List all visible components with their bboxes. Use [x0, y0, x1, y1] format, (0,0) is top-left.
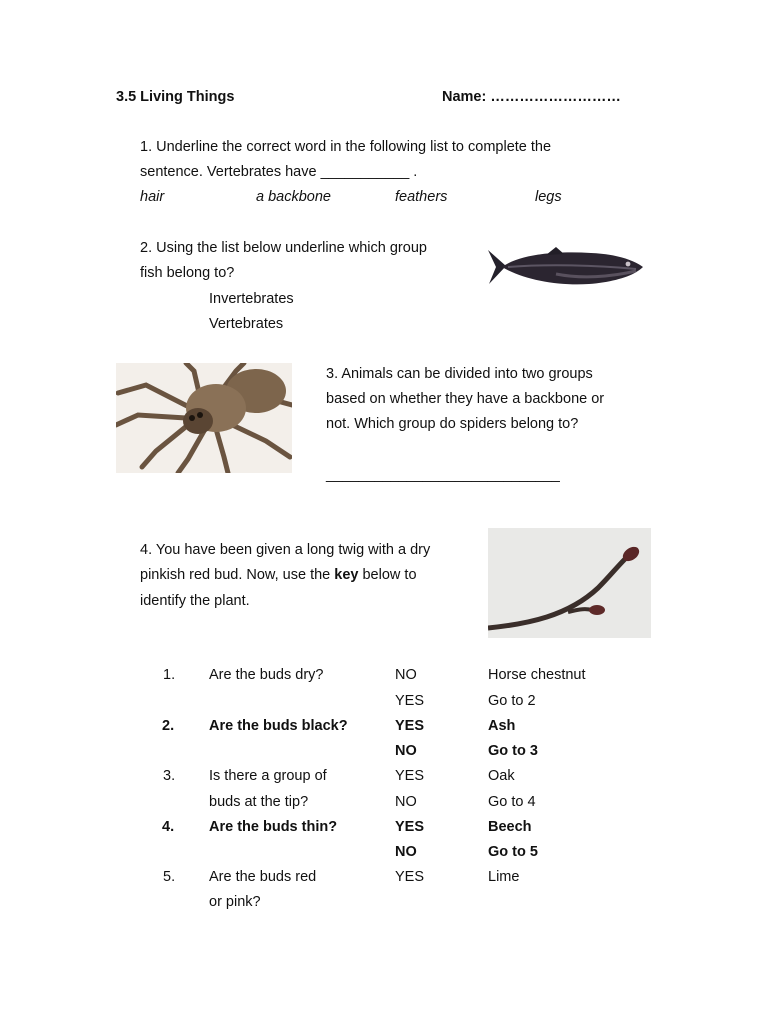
- q2-line1: 2. Using the list below underline which group: [140, 240, 427, 256]
- key-row-1-number: 1.: [163, 667, 176, 683]
- key-row-3-result-a: Oak: [488, 768, 515, 784]
- q4-key-word: key: [334, 567, 359, 583]
- key-row-1-answer-a: NO: [395, 667, 417, 683]
- q4-line2-pre: pinkish red bud. Now, use the: [140, 567, 335, 583]
- key-row-2-result-b: Go to 3: [488, 743, 538, 759]
- key-row-3-result-b: Go to 4: [488, 794, 536, 810]
- q4-line2-post: below to: [358, 567, 417, 583]
- key-row-4-number: 4.: [162, 819, 175, 835]
- q3-line1: 3. Animals can be divided into two groups: [326, 366, 593, 382]
- q1-line2: sentence. Vertebrates have ___________ .: [140, 164, 418, 180]
- key-row-2-answer-b: NO: [395, 743, 417, 759]
- key-row-5-result-a: Lime: [488, 869, 520, 885]
- key-row-1-question: Are the buds dry?: [209, 667, 324, 683]
- key-row-1-result-a: Horse chestnut: [488, 667, 586, 683]
- key-row-4-answer-b: NO: [395, 844, 417, 860]
- q4-line2: [140, 566, 417, 584]
- q3-line2: based on whether they have a backbone or: [326, 391, 605, 407]
- q1-option-legs[interactable]: legs: [535, 189, 562, 205]
- fish-image: [486, 246, 646, 288]
- key-row-3-question-line2: buds at the tip?: [209, 794, 309, 810]
- key-row-3-number: 3.: [163, 768, 176, 784]
- key-row-5-number: 5.: [163, 869, 176, 885]
- key-row-5-answer-a: YES: [395, 869, 425, 885]
- q1-option-hair[interactable]: hair: [140, 189, 165, 205]
- key-row-1-answer-b: YES: [395, 693, 425, 709]
- q2-line2: fish belong to?: [140, 265, 235, 281]
- spider-image: [116, 363, 292, 473]
- key-row-1-result-b: Go to 2: [488, 693, 536, 709]
- twig-image: [488, 528, 651, 638]
- q1-option-backbone[interactable]: a backbone: [256, 189, 331, 205]
- key-row-2-answer-a: YES: [395, 718, 425, 734]
- q1-line1: 1. Underline the correct word in the following list to complete the: [140, 139, 552, 155]
- key-row-3-answer-a: YES: [395, 768, 425, 784]
- key-row-4-question: Are the buds thin?: [209, 819, 338, 835]
- q2-option-invertebrates[interactable]: Invertebrates: [209, 291, 294, 307]
- q2-option-vertebrates[interactable]: Vertebrates: [209, 316, 284, 332]
- q4-line3: identify the plant.: [140, 593, 250, 609]
- q3-answer-line[interactable]: _____________________________: [326, 467, 560, 483]
- key-row-4-answer-a: YES: [395, 819, 425, 835]
- q1-option-feathers[interactable]: feathers: [395, 189, 448, 205]
- name-label: Name:: [442, 89, 487, 105]
- key-row-5-question-line2: or pink?: [209, 894, 261, 910]
- key-row-2-question: Are the buds black?: [209, 718, 348, 734]
- key-row-4-result-b: Go to 5: [488, 844, 538, 860]
- page-title: 3.5 Living Things: [116, 89, 235, 105]
- key-row-4-result-a: Beech: [488, 819, 532, 835]
- q3-line3: not. Which group do spiders belong to?: [326, 416, 579, 432]
- key-row-3-answer-b: NO: [395, 794, 417, 810]
- key-row-5-question-line1: Are the buds red: [209, 869, 317, 885]
- key-row-2-result-a: Ash: [488, 718, 516, 734]
- name-dots: ………………………: [490, 89, 621, 105]
- name-field[interactable]: [442, 88, 621, 106]
- q4-line1: 4. You have been given a long twig with a dry: [140, 542, 431, 558]
- key-row-2-number: 2.: [162, 718, 175, 734]
- key-row-3-question-line1: Is there a group of: [209, 768, 327, 784]
